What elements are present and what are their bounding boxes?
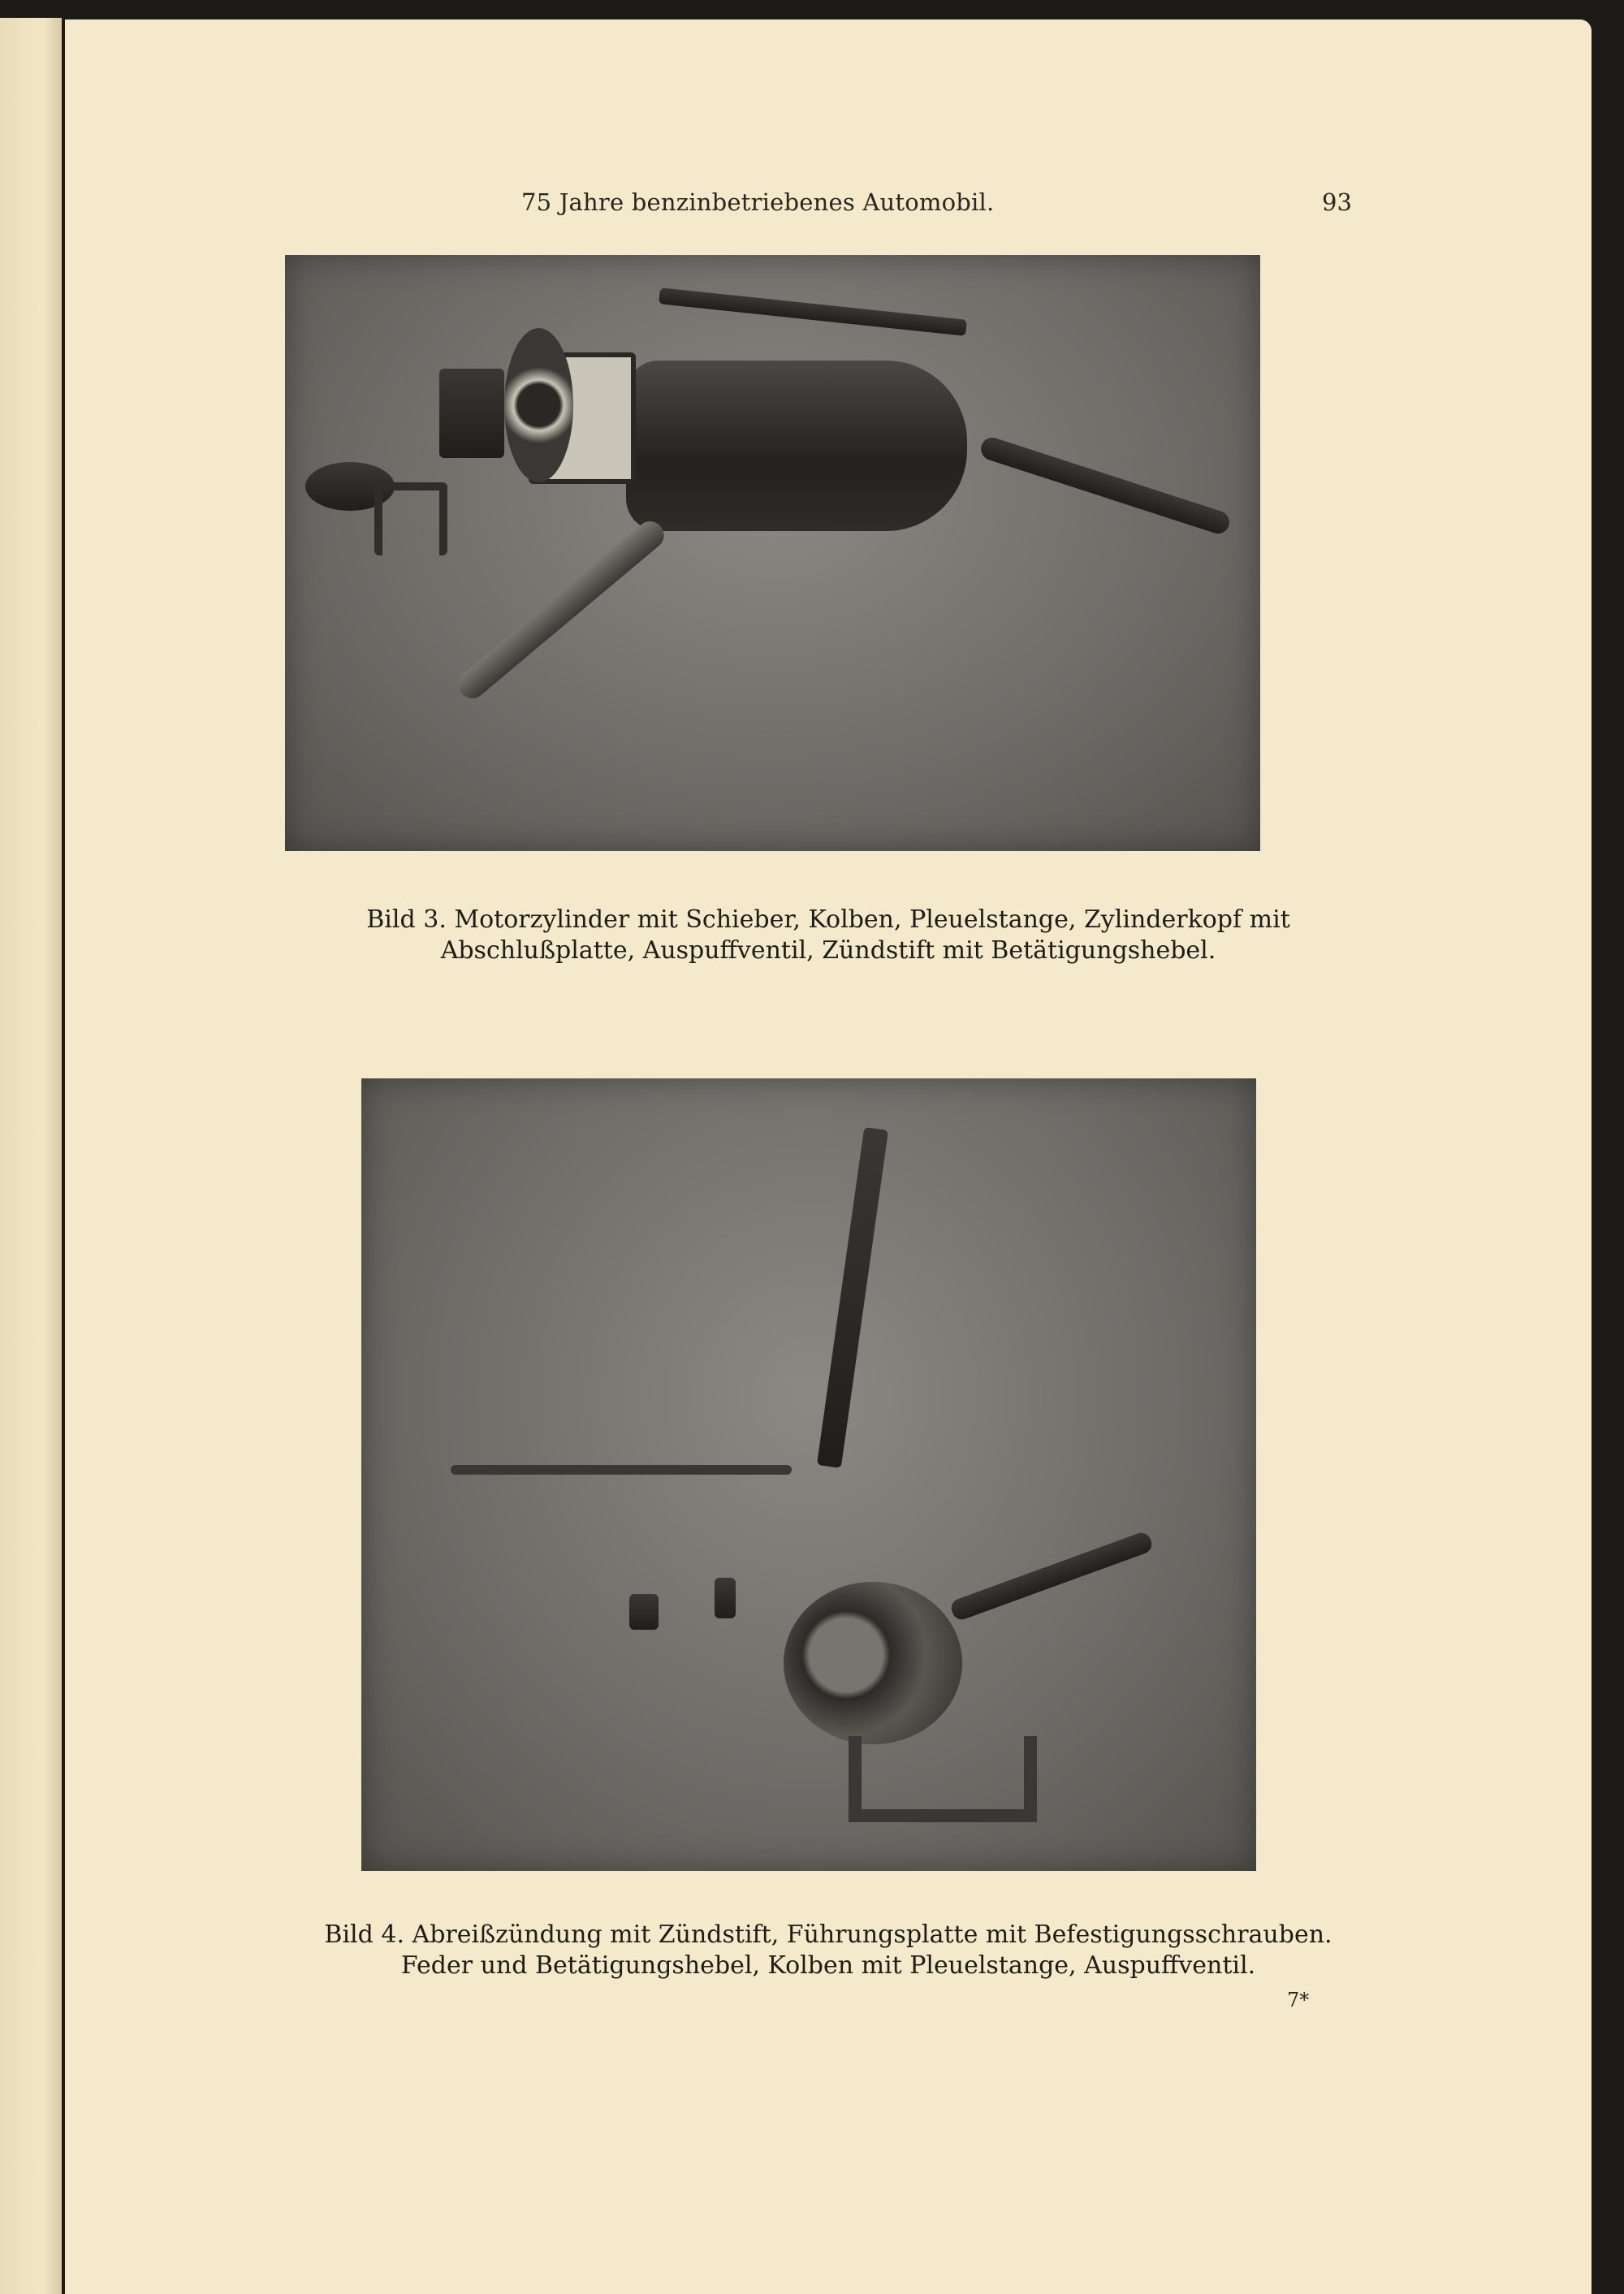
end-plate-shape	[439, 369, 504, 458]
figure-4-caption	[65, 1920, 1592, 1981]
lever-shape	[659, 287, 967, 336]
exhaust-valve-bracket-shape	[849, 1736, 1037, 1822]
connecting-rod-shape	[978, 434, 1233, 537]
page-number: 93	[1322, 188, 1352, 216]
book-page	[65, 19, 1592, 2294]
signature-mark: 7*	[1287, 1989, 1310, 2011]
figure-3-photo	[285, 255, 1260, 851]
figure-3-caption	[65, 905, 1592, 966]
cylinder-shape	[626, 361, 967, 531]
guide-plate-shape	[629, 1594, 659, 1630]
piston-rod-shape	[948, 1530, 1154, 1622]
caption-line: Feder und Betätigungshebel, Kolben mit Pleuelstange, Auspuffventil.	[400, 1951, 1256, 1980]
figure-4-photo	[361, 1078, 1256, 1871]
running-title: 75 Jahre benzinbetriebenes Automobil.	[521, 188, 995, 216]
cylinder-head-shape	[504, 328, 573, 482]
caption-line: Bild 4. Abreißzündung mit Zündstift, Führungsplatte mit Befestigungsschrauben.	[324, 1920, 1332, 1949]
bracket-shape	[374, 482, 447, 555]
caption-line: Abschlußplatte, Auspuffventil, Zündstift mit Betätigungshebel.	[440, 936, 1216, 965]
facing-page-edge	[0, 18, 62, 2294]
caption-line: Bild 3. Motorzylinder mit Schieber, Kolben, Pleuelstange, Zylinderkopf mit	[366, 905, 1290, 934]
page-header	[65, 188, 1592, 221]
ignition-pin-shape	[451, 1465, 792, 1475]
rocker-arm-shape	[453, 516, 670, 704]
piston-shape	[784, 1582, 962, 1744]
actuating-lever-shape	[817, 1127, 888, 1468]
screw-shape	[715, 1578, 736, 1618]
